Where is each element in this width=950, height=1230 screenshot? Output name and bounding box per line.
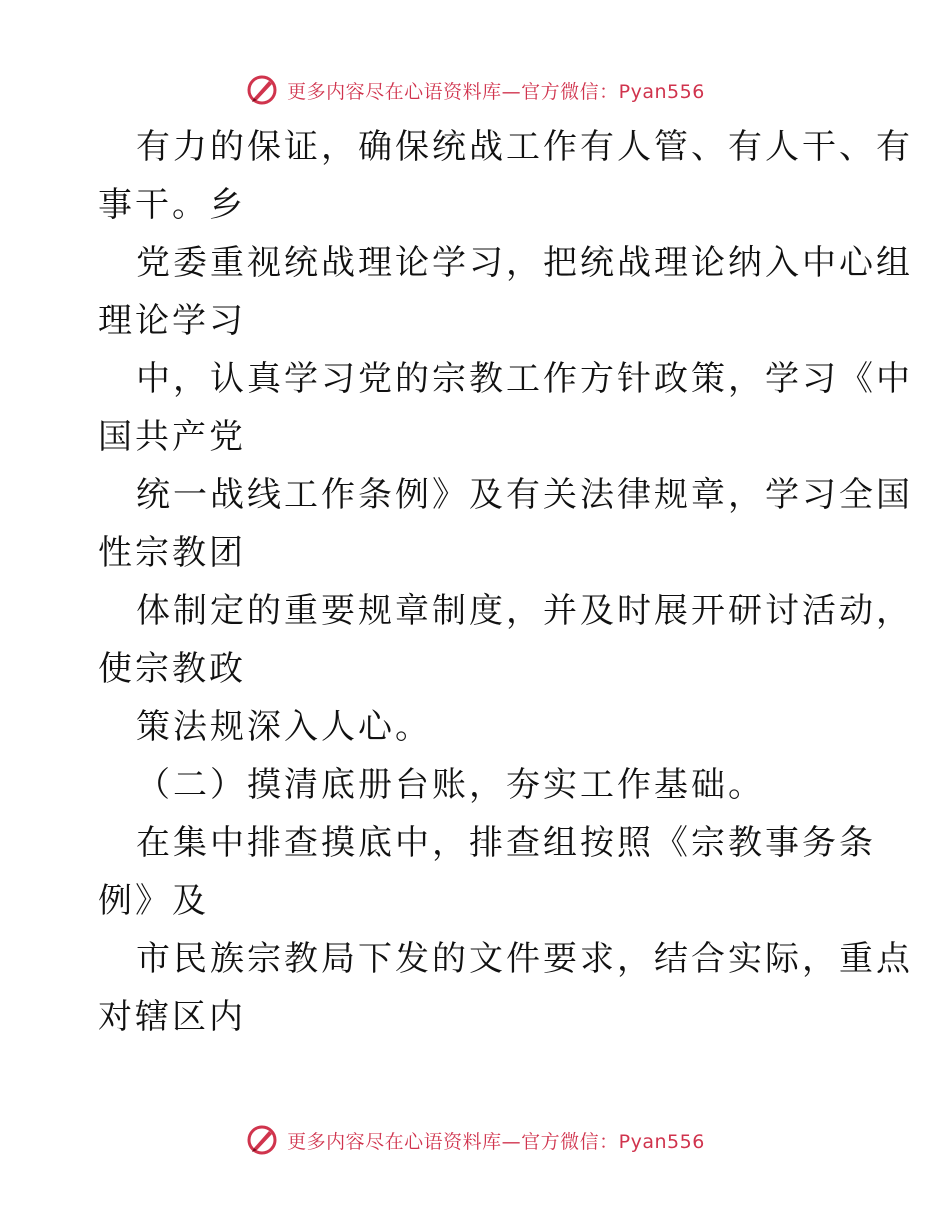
text-line: 理论学习 (98, 301, 246, 341)
text-line: 体制定的重要规章制度，并及时展开研讨活动， (136, 591, 913, 631)
text-line: 国共产党 (98, 417, 246, 457)
text-line: 事干。乡 (98, 185, 246, 225)
text-line: 有力的保证，确保统战工作有人管、有人干、有 (136, 127, 913, 167)
text-line: 例》及 (98, 881, 209, 921)
text-line: 中，认真学习党的宗教工作方针政策，学习《中 (136, 359, 913, 399)
text-line: 策法规深入人心。 (136, 707, 432, 747)
text-line: 市民族宗教局下发的文件要求，结合实际，重点 (136, 939, 913, 979)
pen-logo-icon (245, 1123, 279, 1157)
pen-logo-icon (245, 73, 279, 107)
text-line: 使宗教政 (98, 649, 246, 689)
section-heading: （二）摸清底册台账，夯实工作基础。 (136, 765, 765, 805)
document-body (98, 118, 913, 1046)
footer-watermark-text: 更多内容尽在心语资料库—官方微信：Pyan556 (287, 1130, 705, 1153)
header-watermark-text: 更多内容尽在心语资料库—官方微信：Pyan556 (287, 80, 705, 103)
text-line: 对辖区内 (98, 997, 246, 1037)
header-watermark (0, 70, 950, 110)
footer-watermark (0, 1120, 950, 1160)
text-line: 在集中排查摸底中，排查组按照《宗教事务条 (136, 823, 876, 863)
text-line: 统一战线工作条例》及有关法律规章，学习全国 (136, 475, 913, 515)
text-line: 党委重视统战理论学习，把统战理论纳入中心组 (136, 243, 913, 283)
text-line: 性宗教团 (98, 533, 246, 573)
